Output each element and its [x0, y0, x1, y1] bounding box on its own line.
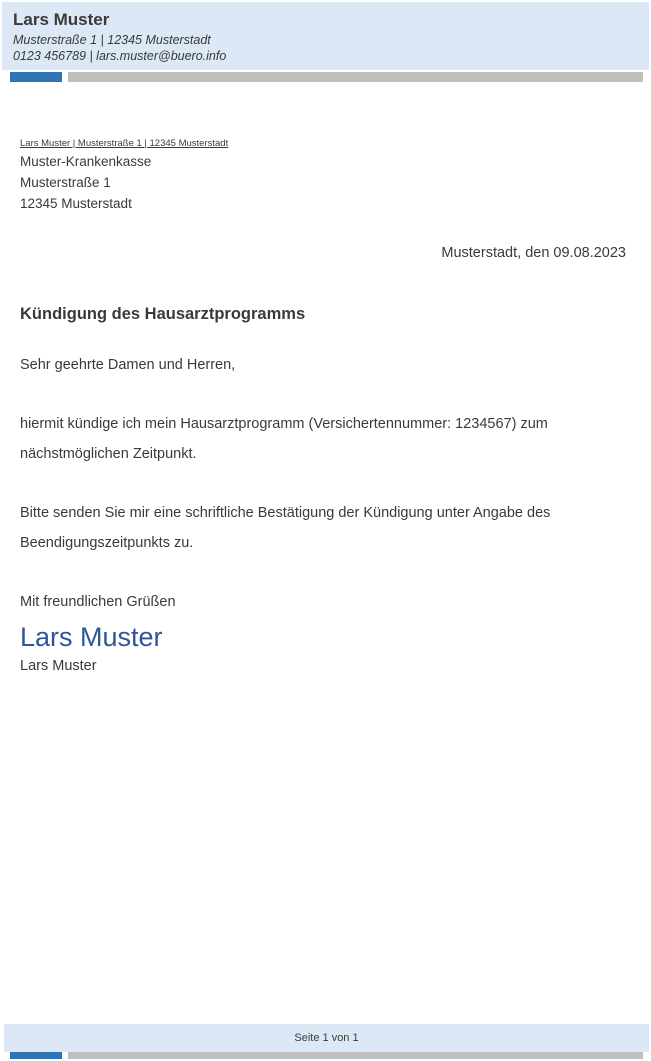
letter-closing: Mit freundlichen Grüßen	[20, 594, 176, 610]
signature: Lars Muster	[20, 622, 163, 652]
footer-divider-bar	[68, 1052, 643, 1059]
footer-accent-bar	[10, 1052, 62, 1059]
signature-name: Lars Muster	[20, 658, 97, 674]
recipient-name: Muster-Krankenkasse	[20, 154, 152, 169]
recipient-street: Musterstraße 1	[20, 175, 111, 190]
letterhead	[2, 2, 649, 70]
letterhead-address: Musterstraße 1 | 12345 Musterstadt	[13, 33, 211, 47]
recipient-city: 12345 Musterstadt	[20, 196, 132, 211]
letter-subject: Kündigung des Hausarztprogramms	[20, 305, 306, 323]
letter-salutation: Sehr geehrte Damen und Herren,	[20, 357, 236, 373]
letter-paragraph-1: hiermit kündige ich mein Hausarztprogramm (Versichertennummer: 1234567) zum nächstmöglichen Zeitpunkt.	[20, 416, 548, 462]
page-footer	[4, 1024, 649, 1052]
letter-date: Musterstadt, den 09.08.2023	[441, 245, 626, 261]
letterhead-name: Lars Muster	[13, 10, 110, 29]
letter-paragraph-2: Bitte senden Sie mir eine schriftliche Bestätigung der Kündigung unter Angabe des Beendigungszeitpunkts zu.	[20, 505, 551, 551]
header-accent-bar	[10, 72, 62, 82]
sender-return-line: Lars Muster | Musterstraße 1 | 12345 Musterstadt	[20, 138, 229, 149]
page-number: Seite 1 von 1	[294, 1032, 359, 1044]
letterhead-contact: 0123 456789 | lars.muster@buero.info	[13, 49, 227, 63]
header-divider-bar	[68, 72, 643, 82]
